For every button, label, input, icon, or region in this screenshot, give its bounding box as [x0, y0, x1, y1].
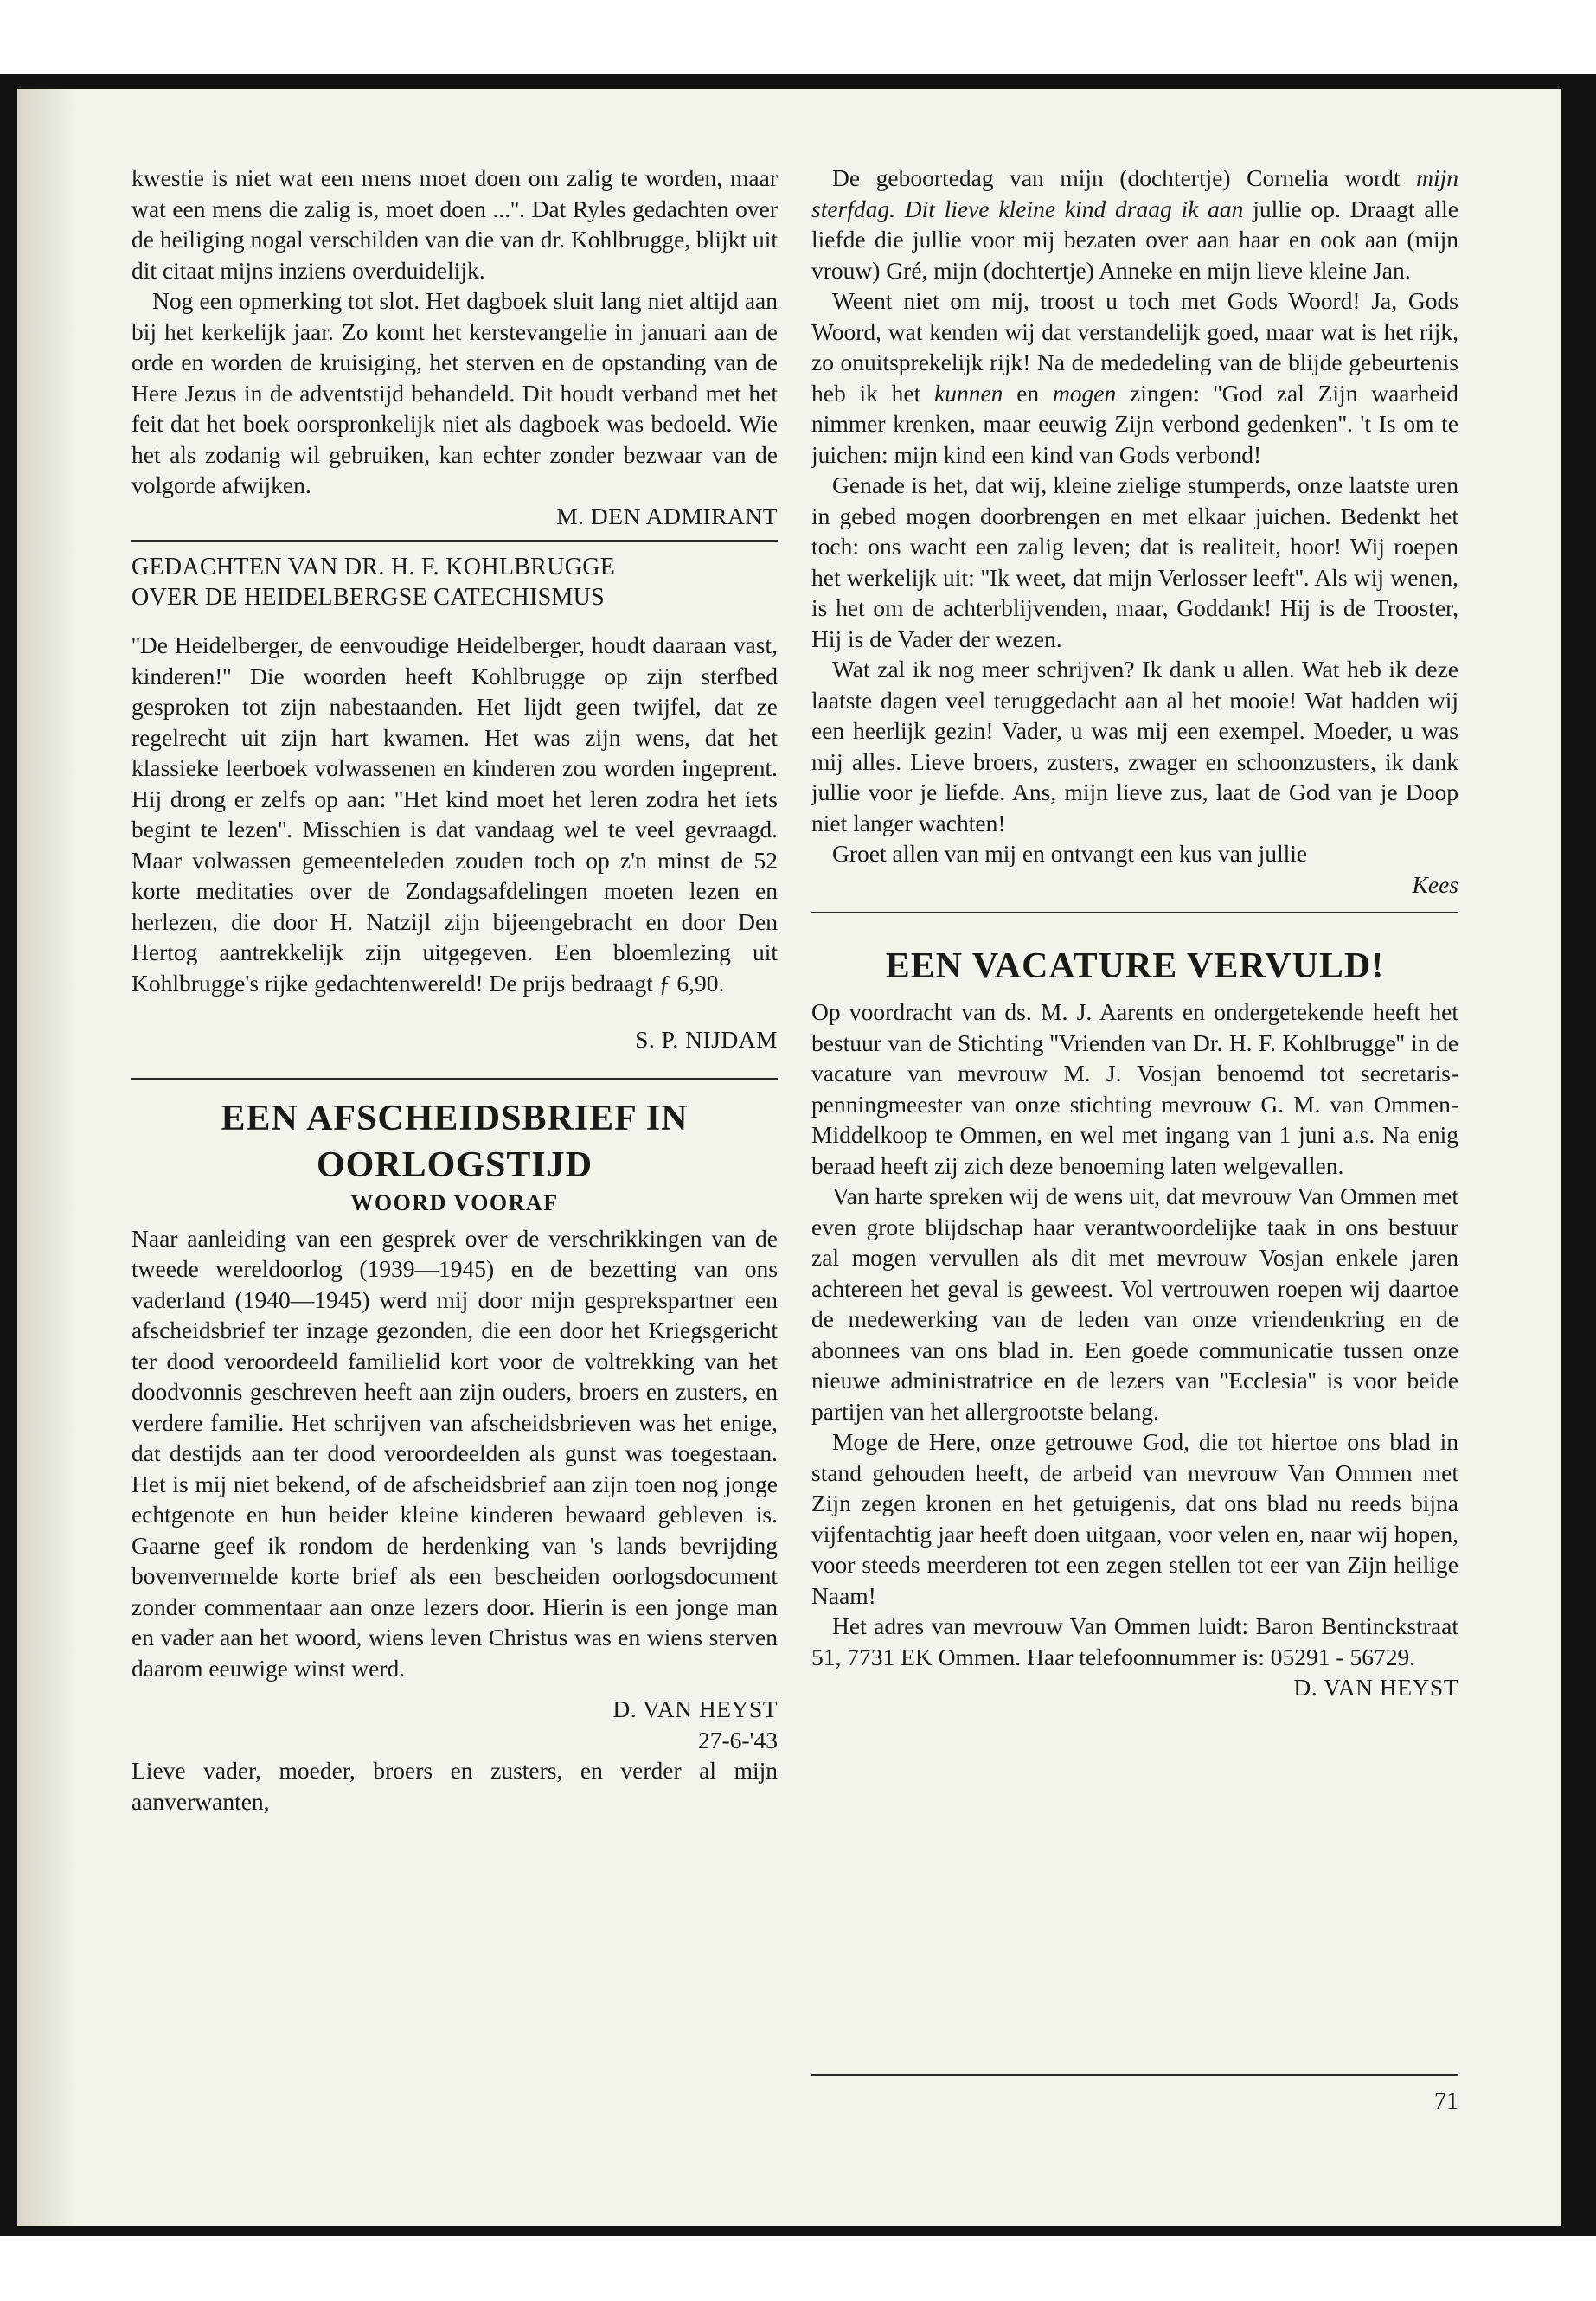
vacancy-paragraph-4: Het adres van mevrouw Van Ommen luidt: Baron Bentinckstraat 51, 7731 EK Ommen. Haar telefoonnummer is: 05291 - 56729.: [811, 1612, 1458, 1670]
right-column: [811, 163, 1458, 1703]
section-divider: [131, 540, 778, 542]
vacancy-signature: D. VAN HEYST: [1293, 1674, 1458, 1701]
foreword-signature: D. VAN HEYST: [612, 1695, 778, 1722]
vacancy-paragraph-3: Moge de Here, onze getrouwe God, die tot hiertoe ons blad in stand gehouden heeft, de arbeid van mevrouw Van Ommen met Zijn zegen kronen en het getuigenis, dat ons blad nu reeds bijna vijfentachtig jaar heeft doen uitgaan, voor velen en, naar wij hopen, voor steeds meerderen tot een zegen stellen tot eer van Zijn heilige Naam!: [811, 1428, 1458, 1609]
letter-subtitle: WOORD VOORAF: [350, 1189, 559, 1215]
page-number: 71: [1434, 2088, 1458, 2115]
letter-paragraph-3: Genade is het, dat wij, kleine zielige stumperds, onze laatste uren in gebed mogen doorbrengen en met elkaar juichen. Bedenkt het toch: ons wacht een zalig leven; dat is realiteit, hoor! Wij roepen het werkelijk uit: ''Ik weet, dat mijn Verlosser leeft''. Als wij wenen, is het om de achterblijvenden, maar, Goddank! Hij is de Trooster, Hij is de Vader der wezen.: [811, 471, 1458, 652]
section-divider: [811, 912, 1458, 913]
section-divider: [131, 1078, 778, 1080]
scan-edge-top: [0, 74, 1596, 91]
foreword-paragraph: Naar aanleiding van een gesprek over de verschrikkingen van de tweede wereldoorlog (1939—1945) en de bezetting van ons vaderland (1940—1945) werd mij door mijn gesprekspartner een afscheidsbrief ter inzage gezonden, die een door het Kriegsgericht ter dood veroordeeld familielid kort voor de voltrekking van het doodvonnis geschreven heeft aan zijn ouders, broers en zusters, en verdere familie. Het schrijven van afscheidsbrieven was het enige, dat destijds aan ter dood veroordeelden als gunst was toegestaan. Het is mij niet bekend, of de afscheidsbrief aan zijn toen nog jonge echtgenote en hun beider kleine kinderen bewaard gebleven is. Gaarne geef ik rondom de herdenking van 's lands bevrijding bovenvermelde korte brief als een bescheiden oorlogsdocument zonder commentaar aan onze lezers door. Hierin is een jonge man en vader aan het woord, wiens leven Christus was en wiens sterven daarom eeuwige winst werd.: [131, 1224, 778, 1682]
letter-paragraph-1: De geboortedag van mijn (dochtertje) Cornelia wordt mijn sterfdag. Dit lieve kleine kind draag ik aan jullie op. Draagt alle liefde die jullie voor mij bezaten over aan haar en ook aan (mijn vrouw) Gré, mijn (dochtertje) Anneke en mijn lieve kleine Jan.: [811, 164, 1458, 284]
scan-edge-right: [1561, 74, 1596, 2227]
vacancy-paragraph-1: Op voordracht van ds. M. J. Aarents en ondergetekende heeft het bestuur van de Stichting ''Vrienden van Dr. H. F. Kohlbrugge'' in de vacature van mevrouw M. J. Vosjan benoemd tot secretaris-penningmeester van onze stichting mevrouw G. M. van Ommen-Middelkoop te Ommen, en wel met ingang van 1 juni a.s. Na enig beraad heeft zij zich deze benoeming laten welgevallen.: [811, 998, 1458, 1179]
letter-paragraph-2: Weent niet om mij, troost u toch met Gods Woord! Ja, Gods Woord, wat kenden wij dat verstandelijk goed, maar wat is het rijk, zo onuitsprekelijk rijk! Na de mededeling van de blijde gebeurtenis heb ik het kunnen en mogen zingen: ''God zal Zijn waarheid nimmer krenken, maar eeuwig Zijn verbond gedenken''. 't Is om te juichen: mijn kind een kind van Gods verbond!: [811, 287, 1458, 468]
letter-title-line-1: EEN AFSCHEIDSBRIEF IN: [221, 1098, 689, 1138]
letter-italic-phrase: mijn sterfdag. Dit lieve kleine kind draag ik aan: [811, 164, 1458, 222]
vacancy-title: EEN VACATURE VERVULD!: [885, 946, 1385, 986]
review-signature: S. P. NIJDAM: [635, 1026, 778, 1053]
left-column: [131, 163, 778, 1817]
intro-paragraph-2: Nog een opmerking tot slot. Het dagboek sluit lang niet altijd aan bij het kerkelijk jaar. Zo komt het kerstevangelie in januari aan de orde en worden de kruisiging, het sterven en de opstanding van de Here Jezus in de adventstijd behandeld. Dit houdt verband met het feit dat het boek oorspronkelijk niet als dagboek was bedoeld. Wie het als zodanig wil gebruiken, kan echter zonder bezwaar van de volgorde afwijken.: [131, 287, 778, 498]
letter-opening: Lieve vader, moeder, broers en zusters, en verder al mijn aanverwanten,: [131, 1757, 778, 1815]
intro-signature: M. DEN ADMIRANT: [556, 502, 778, 529]
intro-paragraph-1: kwestie is niet wat een mens moet doen om zalig te worden, maar wat een mens die zalig is, moet doen ...''. Dat Ryles gedachten over de heiliging nogal verschilden van die van dr. Kohlbrugge, blijkt uit dit citaat mijns inziens overduidelijk.: [131, 164, 778, 284]
scan-edge-bottom: [0, 2226, 1596, 2236]
bottom-divider: [811, 2074, 1458, 2076]
letter-italic-word: kunnen: [934, 379, 1003, 407]
scan-edge-left: [0, 74, 19, 2227]
letter-title-line-2: OORLOGSTIJD: [316, 1144, 593, 1185]
letter-signature: Kees: [1412, 870, 1458, 898]
letter-paragraph-4: Wat zal ik nog meer schrijven? Ik dank u allen. Wat heb ik deze laatste dagen veel teruggedacht aan al het mooie! Wat hadden wij een heerlijk gezin! Vader, u was mij een exempel. Moeder, u was mij alles. Lieve broers, zusters, zwager en schoonzusters, ik dank jullie voor je liefde. Ans, mijn lieve zus, laat de God van je Doop niet langer wachten!: [811, 656, 1458, 836]
review-paragraph: ''De Heidelberger, de eenvoudige Heidelberger, houdt daaraan vast, kinderen!'' Die woorden heeft Kohlbrugge op zijn sterfbed gesproken tot zijn nabestaanden. Het lijdt geen twijfel, dat ze regelrecht uit zijn hart kwamen. Het was zijn wens, dat het klassieke leerboek volwassenen en kinderen zou worden ingeprent. Hij drong er zelfs op aan: ''Het kind moet het leren zodra het iets begint te lezen''. Misschien is dat vandaag wel te veel gevraagd. Maar volwassen gemeenteleden zouden toch op z'n minst de 52 korte meditaties over de Zondagsafdelingen moeten lezen en herlezen, die door H. Natzijl zijn bijeengebracht en door Den Hertog aantrekkelijk zijn uitgegeven. Een bloemlezing uit Kohlbrugge's rijke gedachtenwereld! De prijs bedraagt ƒ 6,90.: [131, 631, 778, 997]
review-heading-line-2: OVER DE HEIDELBERGSE CATECHISMUS: [131, 584, 606, 611]
letter-italic-word: mogen: [1052, 379, 1117, 407]
review-heading-line-1: GEDACHTEN VAN DR. H. F. KOHLBRUGGE: [131, 554, 616, 580]
vacancy-paragraph-2: Van harte spreken wij de wens uit, dat mevrouw Van Ommen met even grote blijdschap haar verantwoordelijke taak in ons bestuur zal mogen vervullen als dit met mevrouw Vosjan enkele jaren achtereen het geval is geweest. Vol vertrouwen roepen wij daartoe de medewerking van de leden van onze vriendenkring en de abonnees van ons blad in. Een goede communicatie tussen onze nieuwe administratrice en de lezers van ''Ecclesia'' is voor beide partijen van het allergrootste belang.: [811, 1183, 1458, 1425]
letter-paragraph-5: Groet allen van mij en ontvangt een kus van jullie: [832, 840, 1308, 867]
letter-date: 27-6-'43: [697, 1726, 778, 1753]
page-binding-shadow: [17, 89, 78, 2226]
